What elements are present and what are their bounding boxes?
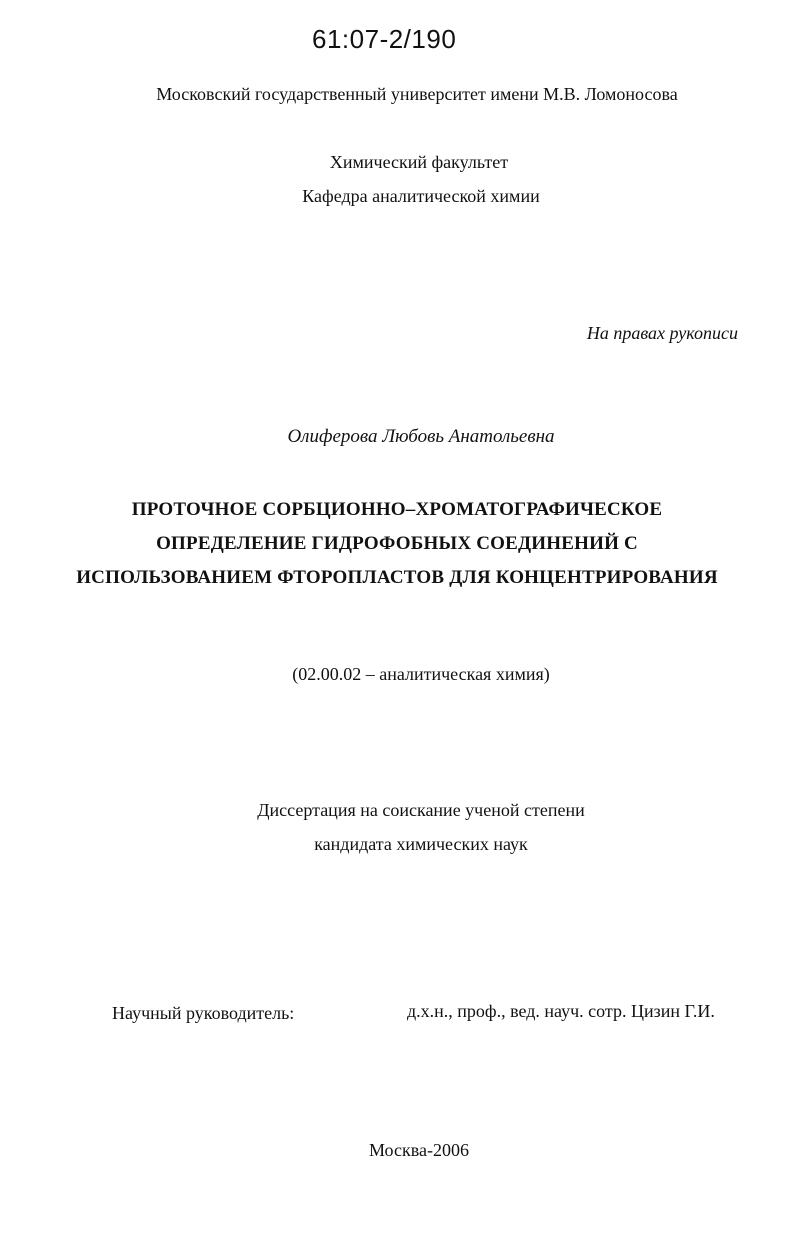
author-name: Олиферова Любовь Анатольевна [287,426,555,447]
degree-statement-line-1: Диссертация на соискание ученой степени [257,800,585,820]
manuscript-rights-note: На правах рукописи [586,323,738,343]
thesis-title-line: ОПРЕДЕЛЕНИЕ ГИДРОФОБНЫХ СОЕДИНЕНИЙ С [156,533,638,554]
supervisor-name: д.х.н., проф., вед. науч. сотр. Цизин Г.И. [407,1001,715,1021]
city-and-year: Москва-2006 [369,1140,469,1160]
thesis-title-line: ПРОТОЧНОЕ СОРБЦИОННО–ХРОМАТОГРАФИЧЕСКОЕ [131,499,663,520]
catalog-number-stamp: 61:07-2/190 [312,24,457,54]
specialty-code: (02.00.02 – аналитическая химия) [292,664,550,684]
faculty-name: Химический факультет [329,152,509,172]
thesis-title [0,493,794,595]
degree-statement-line-2: кандидата химических наук [314,834,528,854]
thesis-title-line: ИСПОЛЬЗОВАНИЕМ ФТОРОПЛАСТОВ ДЛЯ КОНЦЕНТРИРОВАНИЯ [76,567,718,588]
department-name: Кафедра аналитической химии [302,186,540,206]
university-name: Московский государственный университет имени М.В. Ломоносова [156,84,678,104]
supervisor-label: Научный руководитель: [112,1003,295,1023]
